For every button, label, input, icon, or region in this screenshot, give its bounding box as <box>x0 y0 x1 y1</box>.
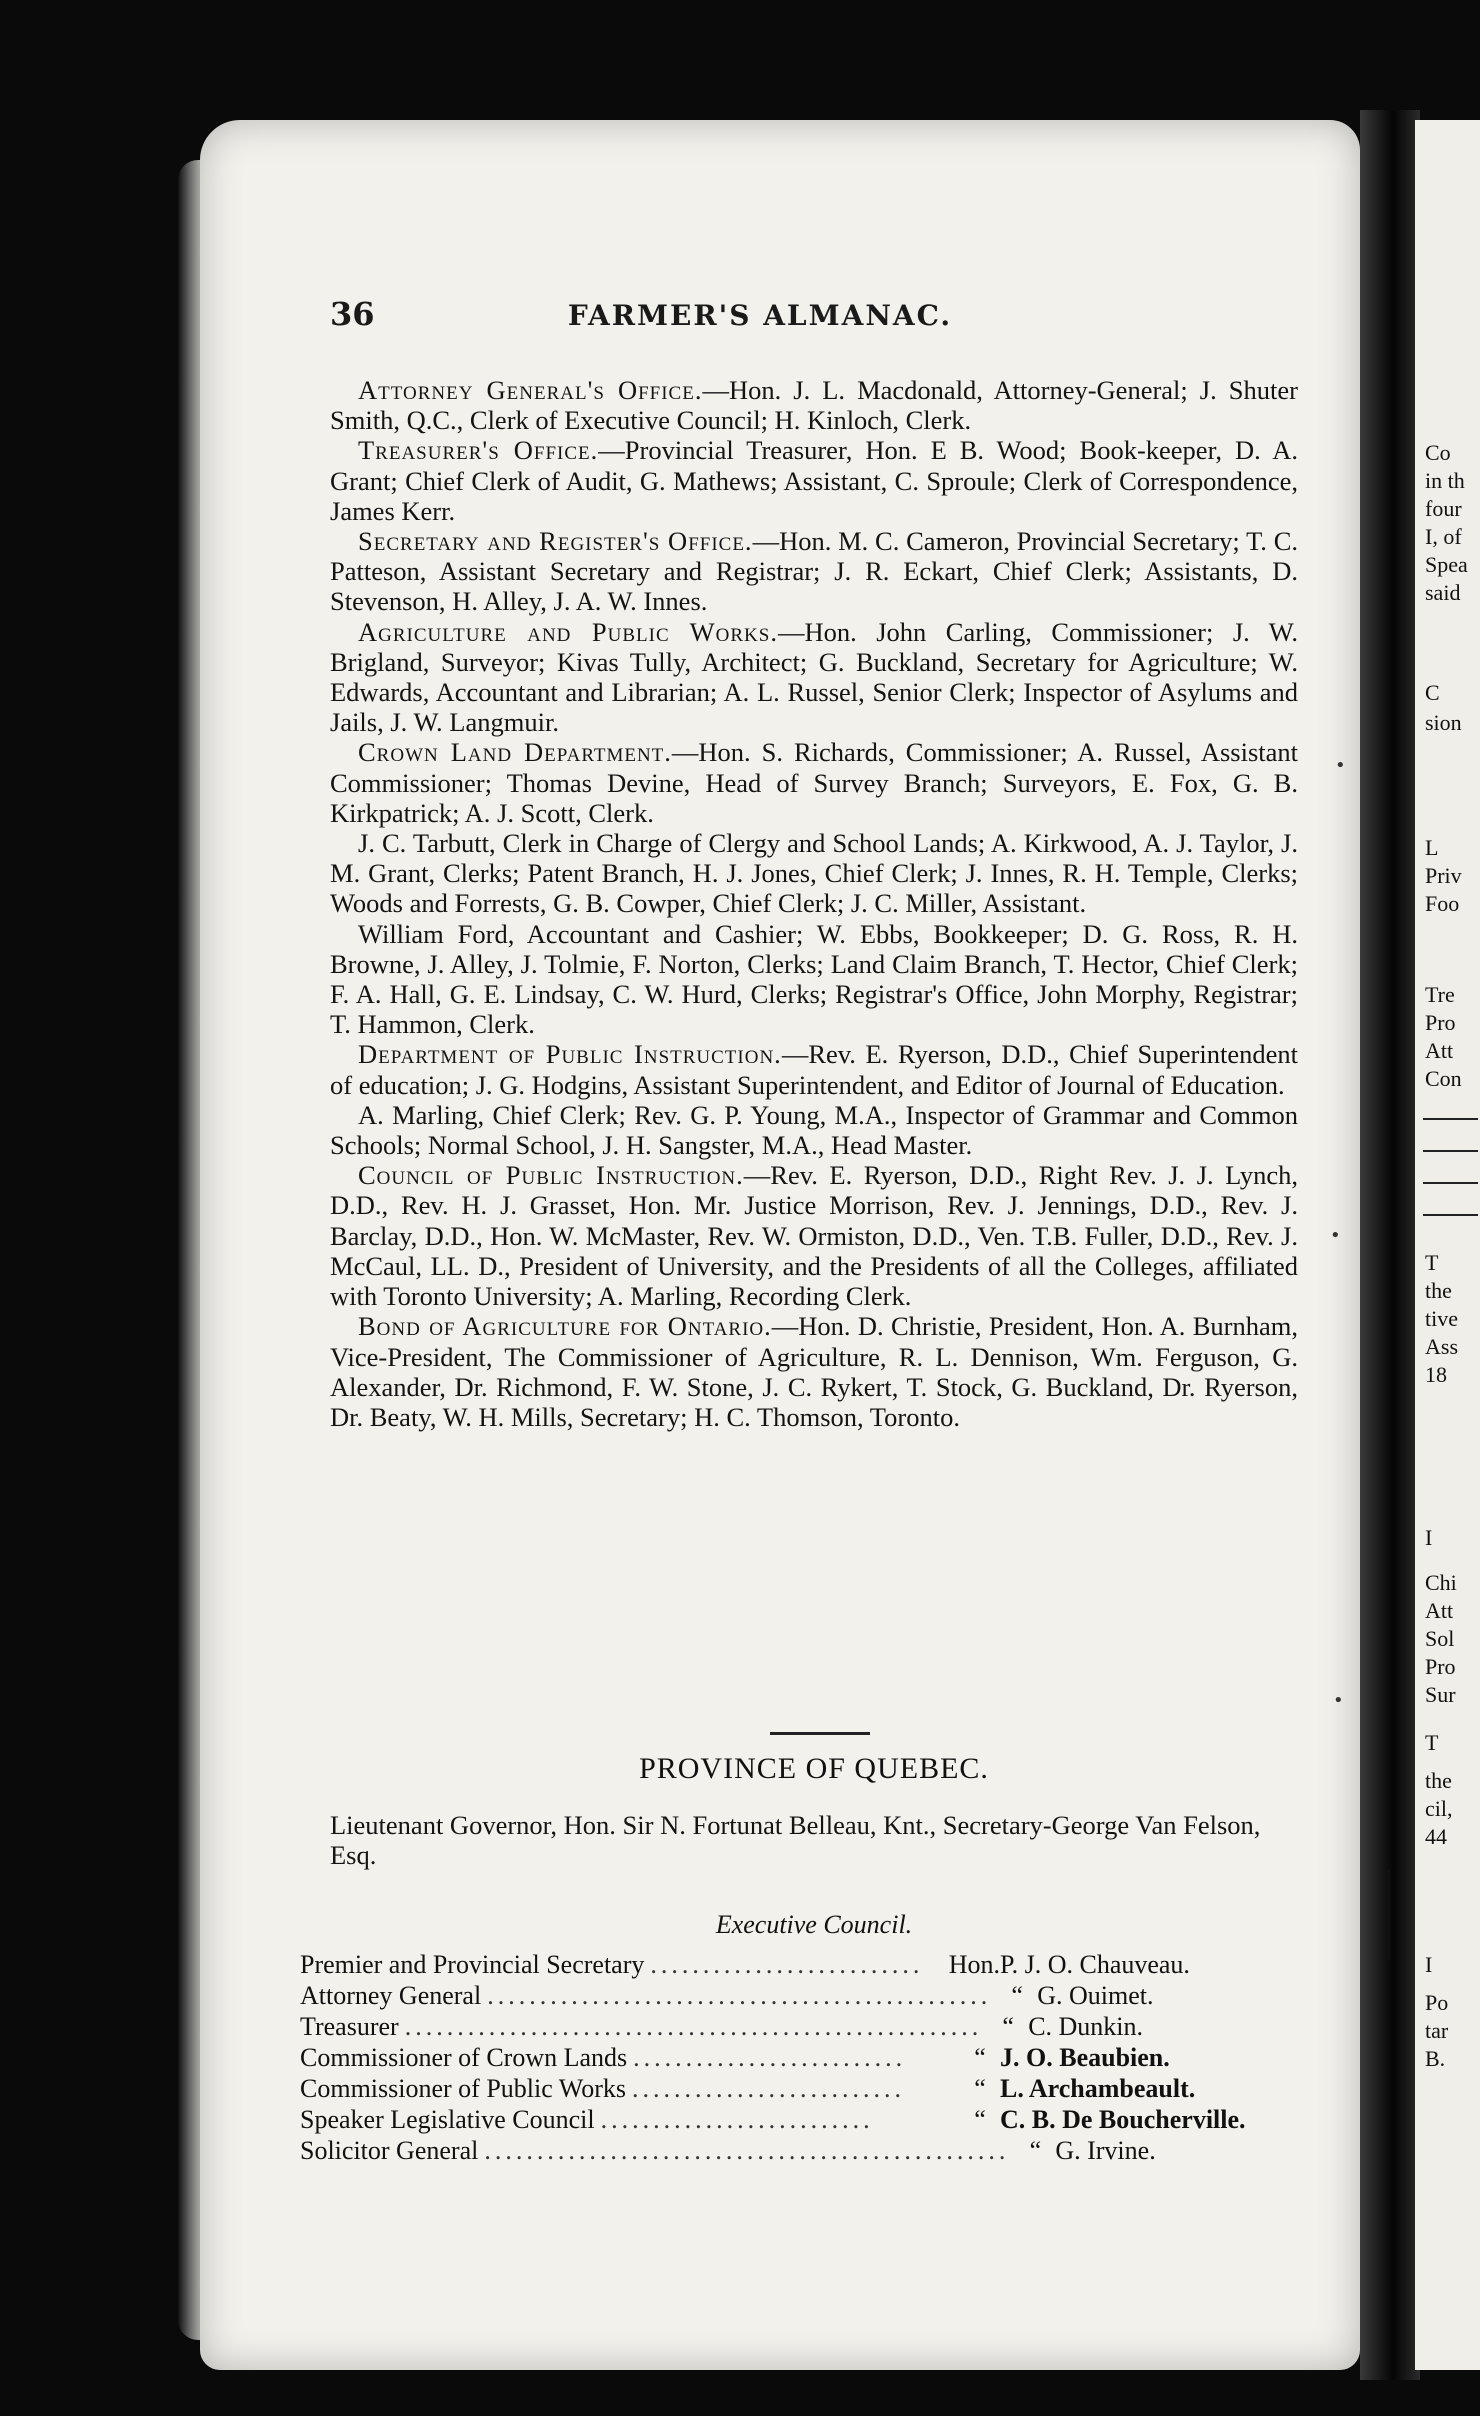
facing-text: I <box>1425 1525 1433 1550</box>
facing-text: Sol <box>1425 1626 1455 1651</box>
margin-speck: • <box>1333 1690 1344 1711</box>
margin-speck: • <box>1330 1225 1341 1246</box>
facing-rule <box>1423 1214 1478 1216</box>
facing-text: Tre <box>1425 982 1455 1007</box>
facing-text: Con <box>1425 1066 1462 1091</box>
margin-speck: • <box>1335 755 1346 776</box>
facing-text: Po <box>1425 1990 1449 2015</box>
facing-text: Sur <box>1425 1682 1456 1707</box>
paragraph-text: —Hon. J. L. Macdonald, Attorney-General; J. Shuter Smith, Q.C., Clerk of Executive Council; H. Kinloch, Clerk. <box>330 375 1298 436</box>
dot-leader: ....................................................... <box>404 2012 983 2041</box>
facing-text: Pro <box>1425 1654 1456 1679</box>
council-row <box>300 2012 1300 2043</box>
facing-text: sion <box>1425 710 1462 735</box>
paragraph-text: J. C. Tarbutt, Clerk in Charge of Clergy and School Lands; A. Kirkwood, A. J. Taylor, J. M. Grant, Clerks; Patent Branch, H. J. Jones, Chief Clerk; J. Innes, R. H. Temple, Clerks; Woods and Forrests, G. B. Cowper, Chief Clerk; J. C. Miller, Assistant. <box>330 828 1298 919</box>
facing-text: Pro <box>1425 1010 1456 1035</box>
paragraph-text: William Ford, Accountant and Cashier; W. Ebbs, Bookkeeper; D. G. Ross, R. H. Browne, J. Alley, J. Tolmie, F. Norton, Clerks; Land Claim Branch, T. Hector, Chief Clerk; F. A. Hall, G. E. Lindsay, C. W. Hurd, Clerks; Registrar's Office, John Morphy, Registrar; T. Hammon, Clerk. <box>330 918 1298 1040</box>
council-ditto: “ <box>974 2043 986 2072</box>
council-row <box>300 1981 1300 2012</box>
book-gutter <box>1360 110 1420 2380</box>
council-name: J. O. Beaubien. <box>1000 2043 1170 2072</box>
paragraph-text: —Hon. D. Christie, President, Hon. A. Burnham, Vice-President, The Commissioner of Agriculture, R. L. Dennison, Wm. Ferguson, G. Alexander, Dr. Richmond, F. W. Stone, J. C. Rykert, T. Stock, G. Buckland, Dr. Ryerson, Dr. Beaty, W. H. Mills, Secretary; H. C. Thomson, Toronto. <box>330 1311 1298 1432</box>
facing-text: the <box>1425 1768 1452 1793</box>
council-role: Solicitor General <box>300 2136 479 2165</box>
paragraph <box>330 828 1298 919</box>
facing-text: Chi <box>1425 1570 1457 1595</box>
section-heading: Secretary and Register's Office. <box>358 526 753 557</box>
council-role: Premier and Provincial Secretary <box>300 1950 645 1979</box>
facing-text: I <box>1425 1952 1433 1977</box>
section-heading: Bond of Agriculture for Ontario. <box>358 1311 772 1342</box>
facing-rule <box>1423 1182 1478 1184</box>
council-role: Speaker Legislative Council <box>300 2105 595 2134</box>
running-title: FARMER'S ALMANAC. <box>567 299 953 332</box>
section-heading: Crown Land Department. <box>358 737 672 768</box>
paragraph <box>330 1311 1298 1432</box>
page-number: 36 <box>330 295 375 333</box>
facing-text: T <box>1425 1730 1439 1755</box>
council-row <box>300 2074 1300 2105</box>
quebec-title: PROVINCE OF QUEBEC. <box>639 1752 989 1785</box>
facing-text: 44 <box>1425 1824 1447 1849</box>
paragraph <box>330 737 1298 828</box>
council-role: Commissioner of Public Works <box>300 2074 627 2103</box>
council-ditto: “ <box>1002 2012 1014 2041</box>
paragraph-text: —Hon. John Carling, Commissioner; J. W. Brigland, Surveyor; Kivas Tully, Architect; G. Buckland, Secretary for Agriculture; W. Edwards, Accountant and Librarian; A. L. Russel, Senior Clerk; Inspector of Asylums and Jails, J. W. Langmuir. <box>330 616 1298 738</box>
paragraph-text: —Hon. S. Richards, Commissioner; A. Russel, Assistant Commissioner; Thomas Devine, Head of Survey Branch; Surveyors, E. Fox, G. B. Kirkpatrick; A. J. Scott, Clerk. <box>330 737 1299 828</box>
book-page <box>200 120 1360 2370</box>
facing-text: in th <box>1425 468 1465 493</box>
facing-rule <box>1423 1118 1478 1120</box>
paragraph-text: —Provincial Treasurer, Hon. E B. Wood; Book-keeper, D. A. Grant; Chief Clerk of Audit, G. Mathews; Assistant, C. Sproule; Clerk of Correspondence, James Kerr. <box>330 435 1298 526</box>
facing-text: 18 <box>1425 1362 1447 1387</box>
paragraph <box>330 1160 1298 1311</box>
council-ditto: “ <box>1011 1981 1023 2010</box>
facing-text: T <box>1425 1250 1439 1275</box>
council-name: G. Irvine. <box>1055 2136 1156 2165</box>
council-ditto: “ <box>1029 2136 1042 2165</box>
council-row <box>300 2105 1300 2136</box>
council-ditto: Hon. <box>948 1950 1000 1979</box>
paragraph <box>330 526 1298 617</box>
section-heading: Department of Public Instruction. <box>358 1039 782 1070</box>
page-header <box>330 295 1190 345</box>
facing-text: the <box>1425 1278 1452 1303</box>
executive-council-heading: Executive Council. <box>715 1910 913 1939</box>
facing-text: Foo <box>1425 891 1460 916</box>
facing-text: Co <box>1425 440 1451 465</box>
paragraph-text: —Rev. E. Ryerson, D.D., Chief Superintendent of education; J. G. Hodgins, Assistant Superintendent, and Editor of Journal of Education. <box>330 1039 1298 1100</box>
council-name: C. Dunkin. <box>1028 2012 1144 2041</box>
paragraph <box>330 617 1298 738</box>
dot-leader: .......................... <box>632 2074 906 2103</box>
council-ditto: “ <box>974 2105 986 2134</box>
council-ditto: “ <box>974 2074 986 2103</box>
facing-text: tar <box>1425 2018 1449 2043</box>
council-role: Attorney General <box>300 1981 482 2010</box>
council-name: P. J. O. Chauveau. <box>1000 1950 1190 1979</box>
dot-leader: .......................... <box>650 1950 924 1979</box>
section-heading: Attorney General's Office. <box>358 375 703 405</box>
facing-text: I, of <box>1425 524 1462 549</box>
paragraph-text: A. Marling, Chief Clerk; Rev. G. P. Young, M.A., Inspector of Grammar and Common Schools; Normal School, J. H. Sangster, M.A., Head Master. <box>330 1099 1298 1161</box>
section-heading: Treasurer's Office. <box>358 435 599 466</box>
facing-text: Ass <box>1425 1334 1459 1359</box>
council-name: G. Ouimet. <box>1037 1981 1154 2010</box>
facing-text: Spea <box>1425 552 1468 577</box>
council-list <box>300 1950 1300 2167</box>
dot-leader: .......................... <box>633 2043 907 2072</box>
council-row <box>300 2136 1300 2167</box>
facing-text: said <box>1425 580 1461 605</box>
paragraph-text: —Rev. E. Ryerson, D.D., Right Rev. J. J. Lynch, D.D., Rev. H. J. Grasset, Hon. Mr. Justice Morrison, Rev. J. Jennings, D.D., Rev. J. Barclay, D.D., Hon. W. McMaster, Rev. W. Ormiston, D.D., Ven. T.B. Fuller, D.D., Rev. J. McCaul, LL. D., President of University, and the Presidents of all the Colleges, affiliated with Toronto University; A. Marling, Recording Clerk. <box>330 1160 1298 1312</box>
facing-text: B. <box>1425 2046 1446 2071</box>
council-name: C. B. De Boucherville. <box>1000 2105 1246 2134</box>
section-divider <box>770 1732 870 1735</box>
paragraph <box>330 1100 1298 1160</box>
section-heading: Council of Public Instruction. <box>358 1160 744 1191</box>
facing-text: cil, <box>1425 1796 1453 1821</box>
margin-rule <box>1387 1870 1390 1960</box>
council-name: L. Archambeault. <box>1000 2074 1196 2103</box>
council-role: Treasurer <box>300 2012 399 2041</box>
facing-text: four <box>1425 496 1462 521</box>
section-heading: Agriculture and Public Works. <box>358 616 778 647</box>
facing-rule <box>1423 1150 1478 1152</box>
paragraph <box>330 1039 1298 1099</box>
facing-text: C <box>1425 680 1440 705</box>
body-text <box>330 375 1298 1432</box>
paragraph <box>330 375 1298 435</box>
paragraph-text: —Hon. M. C. Cameron, Provincial Secretary; T. C. Patteson, Assistant Secretary and Registrar; J. R. Eckart, Chief Clerk; Assistants, D. Stevenson, H. Alley, J. A. W. Innes. <box>330 526 1298 617</box>
council-row <box>300 1950 1300 1981</box>
dot-leader: ................................................ <box>487 1981 992 2010</box>
dot-leader: .................................................. <box>484 2136 1010 2165</box>
quebec-intro: Lieutenant Governor, Hon. Sir N. Fortunat Belleau, Knt., Secretary-George Van Felson, Esq. <box>330 1810 1261 1870</box>
facing-text: L <box>1425 835 1439 860</box>
facing-text: Priv <box>1425 863 1462 888</box>
facing-text: Att <box>1425 1038 1454 1063</box>
paragraph <box>330 435 1298 526</box>
council-row <box>300 2043 1300 2074</box>
council-role: Commissioner of Crown Lands <box>300 2043 628 2072</box>
dot-leader: .......................... <box>600 2105 874 2134</box>
facing-text: Att <box>1425 1598 1454 1623</box>
facing-text: tive <box>1425 1306 1458 1331</box>
paragraph <box>330 919 1298 1040</box>
facing-page-fragment <box>1415 120 1480 2370</box>
